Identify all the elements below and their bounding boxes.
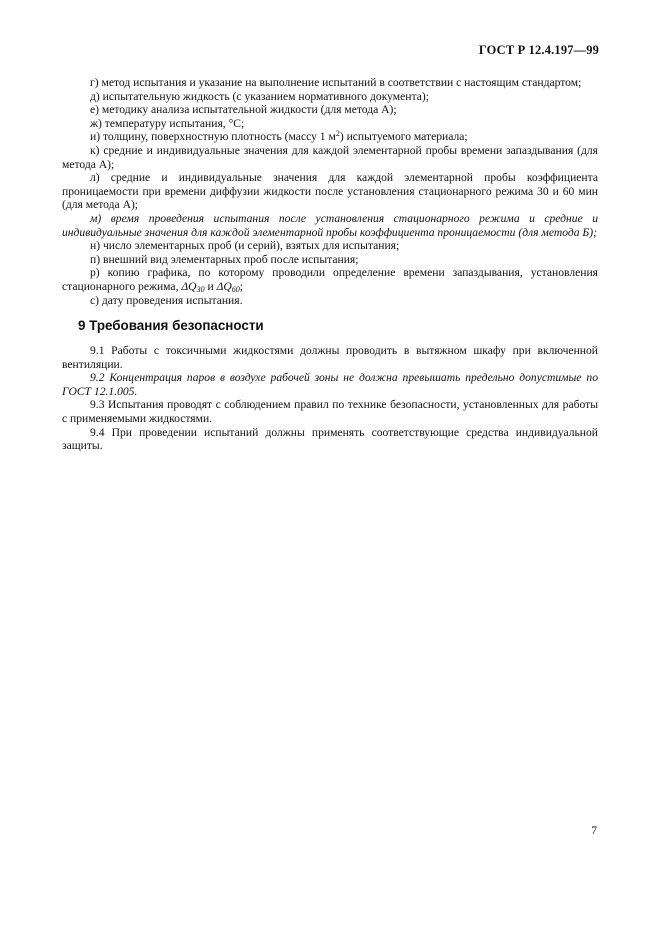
list-item-d: д) испытательную жидкость (с указанием нормативного документа); <box>90 89 429 103</box>
list-item-s: с) дату проведения испытания. <box>90 293 243 307</box>
document-header: ГОСТ Р 12.4.197—99 <box>478 43 599 57</box>
list-item-r-and: и <box>204 279 217 293</box>
clause-9-3: 9.3 Испытания проводят с соблюдением правил по технике безопасности, установленных для работы с применяемыми жидкостями. <box>62 398 598 426</box>
list-item-i-before: и) толщину, поверхностную плотность (массу 1 м <box>90 130 336 144</box>
page-content <box>62 76 598 453</box>
delta-q-60: ΔQ <box>216 279 232 293</box>
section-heading: 9 Требования безопасности <box>78 318 264 334</box>
list-item-r <box>62 266 598 293</box>
delta-q-60-sub: 60 <box>231 284 240 294</box>
list-item-zh: ж) температуру испытания, °С; <box>90 116 245 130</box>
list-item-e: е) методику анализа испытательной жидкости (для метода А); <box>90 103 397 117</box>
list-item-r-text: р) копию графика, по которому проводили определение времени запаздывания, установления стационарного режима, <box>62 266 598 293</box>
delta-q-30: ΔQ <box>181 279 197 293</box>
clause-9-4: 9.4 При проведении испытаний должны применять соответствующие средства индивидуальной защиты. <box>62 425 598 453</box>
list-item-l: л) средние и индивидуальные значения для каждой элементарной пробы коэффициента проницаемости при времени диффузии жидкости после установления стационарного режима 30 и 60 мин (для метода А); <box>62 171 598 212</box>
list-item-i-after: ) испытуемого материала; <box>339 130 468 144</box>
list-item-r-end: ; <box>239 279 243 293</box>
delta-q-30-sub: 30 <box>196 284 205 294</box>
clause-9-1: 9.1 Работы с токсичными жидкостями должны проводить в вытяжном шкафу при включенной вентиляции. <box>62 344 598 371</box>
list-item-i-sup: 2 <box>335 129 340 139</box>
list-item-p: п) внешний вид элементарных проб после испытания; <box>90 252 359 266</box>
page-number: 7 <box>591 824 597 837</box>
list-item-g: г) метод испытания и указание на выполнение испытаний в соответствии с настоящим стандартом; <box>90 76 582 89</box>
list-item-n: н) число элементарных проб (и серий), взятых для испытания; <box>90 239 400 253</box>
list-item-k: к) средние и индивидуальные значения для каждой элементарной пробы времени запаздывания (для метода А); <box>62 143 598 171</box>
list-item-m: м) время проведения испытания после установления стационарного режима и средние и индивидуальные значения для каждой элементарной пробы коэффициента проницаемости (для метода Б); <box>62 211 598 239</box>
list-item-i <box>62 130 598 144</box>
clause-9-2: 9.2 Концентрация паров в воздухе рабочей зоны не должна превышать предельно допустимые по ГОСТ 12.1.005. <box>62 371 598 398</box>
